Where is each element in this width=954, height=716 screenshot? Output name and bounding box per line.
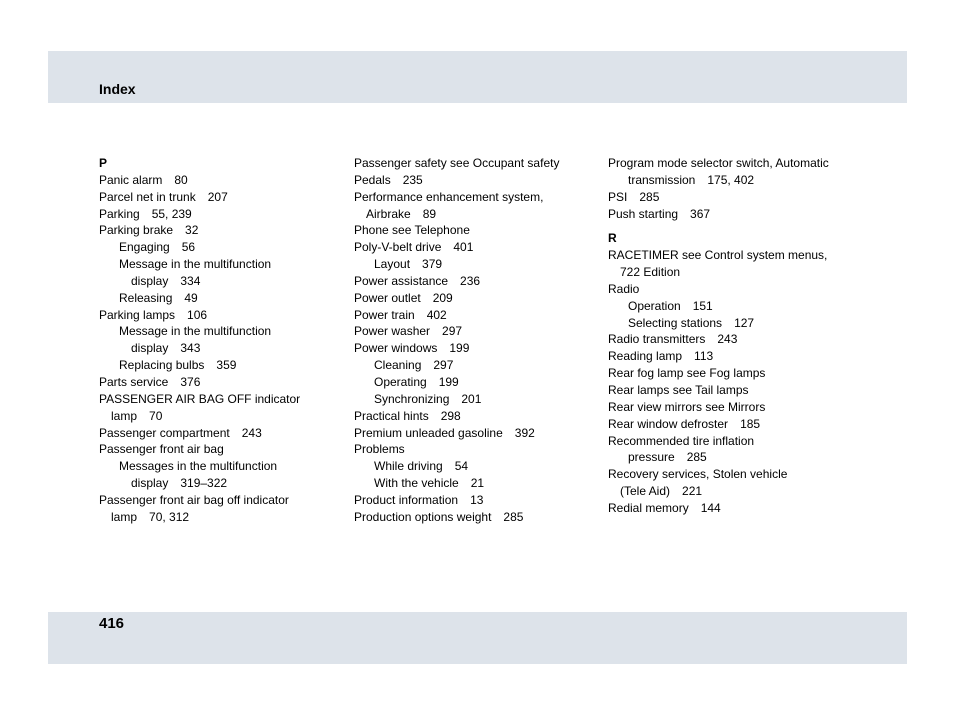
index-entry xyxy=(608,206,853,223)
index-entry xyxy=(99,256,344,273)
page-reference: 144 xyxy=(700,500,721,515)
index-entry xyxy=(354,475,599,492)
entry-term: display xyxy=(131,341,169,356)
page-reference: 89 xyxy=(422,206,437,221)
index-entry xyxy=(354,172,599,189)
entry-term: Cleaning xyxy=(374,358,422,373)
index-entry xyxy=(99,391,344,408)
index-entry xyxy=(608,348,853,365)
page-reference: 199 xyxy=(438,374,459,389)
entry-term: Rear view mirrors see Mirrors xyxy=(608,399,766,414)
index-entry xyxy=(354,458,599,475)
index-column-2 xyxy=(354,155,599,526)
entry-term: Rear window defroster xyxy=(608,416,729,431)
page-reference: 401 xyxy=(453,240,474,255)
page-reference: 243 xyxy=(241,425,262,440)
index-entry xyxy=(608,189,853,206)
index-entry xyxy=(99,425,344,442)
index-entry xyxy=(354,189,599,206)
index-entry xyxy=(99,323,344,340)
index-entry xyxy=(354,425,599,442)
index-column-3 xyxy=(608,155,853,517)
entry-term: 722 Edition xyxy=(620,265,681,280)
entry-term: Passenger front air bag off indicator xyxy=(99,492,289,507)
page-reference: 54 xyxy=(454,459,469,474)
index-entry xyxy=(354,206,599,223)
index-entry xyxy=(99,509,344,526)
entry-term: Passenger front air bag xyxy=(99,442,224,457)
index-entry xyxy=(99,408,344,425)
entry-term: Premium unleaded gasoline xyxy=(354,425,503,440)
index-entry xyxy=(99,222,344,239)
page-reference: 235 xyxy=(402,172,423,187)
entry-term: Phone see Telephone xyxy=(354,223,470,238)
entry-term: display xyxy=(131,273,169,288)
page-reference: 392 xyxy=(514,425,535,440)
index-entry xyxy=(608,315,853,332)
entry-term: Program mode selector switch, Automatic xyxy=(608,156,829,170)
index-entry xyxy=(354,155,599,172)
entry-term: Poly-V-belt drive xyxy=(354,240,442,255)
page-reference: 49 xyxy=(184,290,198,305)
index-entry xyxy=(354,509,599,526)
entry-term: Parking lamps xyxy=(99,307,176,322)
index-entry xyxy=(99,239,344,256)
entry-term: Airbrake xyxy=(366,206,411,221)
section-letter xyxy=(608,230,853,247)
index-entry xyxy=(354,391,599,408)
entry-term: Reading lamp xyxy=(608,349,683,364)
entry-term: Replacing bulbs xyxy=(119,358,205,373)
index-entry xyxy=(354,239,599,256)
page-reference: 402 xyxy=(426,307,447,322)
entry-term: Panic alarm xyxy=(99,172,163,187)
page-reference: 297 xyxy=(442,324,463,339)
page-reference: 56 xyxy=(181,240,196,255)
page-reference: 297 xyxy=(433,358,454,373)
page-reference: 106 xyxy=(187,307,208,322)
entry-term: Passenger compartment xyxy=(99,425,230,440)
entry-term: Radio transmitters xyxy=(608,332,706,347)
index-entry xyxy=(608,155,853,172)
entry-term: Message in the multifunction xyxy=(119,324,272,339)
index-entry xyxy=(608,399,853,416)
index-entry xyxy=(354,374,599,391)
entry-term: display xyxy=(131,476,169,491)
page-reference: 236 xyxy=(460,273,481,288)
page-reference: 13 xyxy=(470,492,484,507)
page-reference: 199 xyxy=(449,341,470,356)
entry-term: PSI xyxy=(608,189,628,204)
entry-term: Practical hints xyxy=(354,408,429,423)
page-reference: 127 xyxy=(734,315,755,330)
entry-term: Power train xyxy=(354,307,415,322)
page-reference: 70 xyxy=(149,408,163,423)
page-reference: 334 xyxy=(180,273,201,288)
entry-term: Operating xyxy=(374,374,427,389)
index-entry xyxy=(99,475,344,492)
index-entry xyxy=(354,323,599,340)
entry-term: Radio xyxy=(608,281,640,296)
entry-term: pressure xyxy=(628,450,675,465)
index-entry xyxy=(99,172,344,189)
section-gap xyxy=(608,222,853,230)
index-entry xyxy=(99,206,344,223)
page-reference: 379 xyxy=(422,257,443,272)
page-reference: 207 xyxy=(207,189,228,204)
entry-term: Power windows xyxy=(354,341,438,356)
entry-term: Pedals xyxy=(354,172,391,187)
entry-term: While driving xyxy=(374,459,443,474)
entry-term: Parcel net in trunk xyxy=(99,189,196,204)
index-entry xyxy=(608,433,853,450)
index-entry xyxy=(608,382,853,399)
entry-term: Rear lamps see Tail lamps xyxy=(608,382,749,397)
entry-term: Engaging xyxy=(119,240,170,255)
entry-term: Power outlet xyxy=(354,290,421,305)
section-letter xyxy=(99,155,344,172)
entry-term: Rear fog lamp see Fog lamps xyxy=(608,366,766,381)
index-entry xyxy=(99,441,344,458)
index-entry xyxy=(608,449,853,466)
page-reference: 285 xyxy=(686,450,707,465)
index-entry xyxy=(99,374,344,391)
index-entry xyxy=(354,441,599,458)
page-reference: 319–322 xyxy=(180,476,228,491)
entry-term: Messages in the multifunction xyxy=(119,459,278,474)
entry-term: Synchronizing xyxy=(374,391,450,406)
page-reference: 367 xyxy=(690,206,711,221)
entry-term: (Tele Aid) xyxy=(620,484,671,499)
index-entry xyxy=(608,264,853,281)
page-reference: 359 xyxy=(216,358,237,373)
entry-term: Parking brake xyxy=(99,223,174,238)
footer-band xyxy=(48,612,907,664)
entry-term: Push starting xyxy=(608,206,679,221)
index-entry xyxy=(608,365,853,382)
index-entry xyxy=(354,256,599,273)
entry-term: PASSENGER AIR BAG OFF indicator xyxy=(99,391,301,406)
index-entry xyxy=(608,172,853,189)
entry-term: Recovery services, Stolen vehicle xyxy=(608,467,788,482)
page-reference: 221 xyxy=(682,484,703,499)
entry-term: Performance enhancement system, xyxy=(354,189,544,204)
entry-term: Recommended tire inflation xyxy=(608,433,755,448)
entry-term: lamp xyxy=(111,408,138,423)
index-entry xyxy=(354,222,599,239)
page-title: Index xyxy=(99,81,136,97)
index-entry xyxy=(354,357,599,374)
page-reference: 285 xyxy=(503,509,524,524)
page-reference: 113 xyxy=(694,349,714,364)
index-entry xyxy=(99,458,344,475)
index-entry xyxy=(99,357,344,374)
index-entry xyxy=(99,307,344,324)
entry-term: Operation xyxy=(628,298,681,313)
entry-term: Product information xyxy=(354,492,459,507)
index-entry xyxy=(608,466,853,483)
entry-term: Production options weight xyxy=(354,509,492,524)
entry-term: Problems xyxy=(354,442,405,457)
entry-term: P xyxy=(99,156,108,170)
entry-term: Layout xyxy=(374,257,411,272)
page-reference: 70, 312 xyxy=(149,509,190,524)
index-entry xyxy=(99,492,344,509)
entry-term: Parking xyxy=(99,206,140,221)
index-entry xyxy=(354,340,599,357)
entry-term: Redial memory xyxy=(608,500,689,515)
entry-term: transmission xyxy=(628,172,696,187)
index-entry xyxy=(608,247,853,264)
index-entry xyxy=(608,298,853,315)
entry-term: Power assistance xyxy=(354,273,449,288)
page-reference: 285 xyxy=(639,189,660,204)
entry-term: Releasing xyxy=(119,290,173,305)
header-band xyxy=(48,51,907,103)
page-reference: 21 xyxy=(470,476,485,491)
page-reference: 209 xyxy=(432,290,453,305)
index-entry xyxy=(354,408,599,425)
index-entry xyxy=(99,290,344,307)
page-reference: 243 xyxy=(717,332,738,347)
page-reference: 80 xyxy=(174,172,188,187)
index-entry xyxy=(99,340,344,357)
index-entry xyxy=(608,483,853,500)
index-entry xyxy=(608,500,853,517)
entry-term: RACETIMER see Control system menus, xyxy=(608,248,828,263)
index-entry xyxy=(354,492,599,509)
page-reference: 32 xyxy=(185,223,199,238)
entry-term: Power washer xyxy=(354,324,431,339)
index-entry xyxy=(608,331,853,348)
index-entry xyxy=(99,273,344,290)
page-reference: 151 xyxy=(692,298,713,313)
entry-term: Message in the multifunction xyxy=(119,257,272,272)
index-entry xyxy=(354,307,599,324)
entry-term: lamp xyxy=(111,509,138,524)
page-reference: 55, 239 xyxy=(151,206,192,221)
index-column-1 xyxy=(99,155,344,526)
entry-term: With the vehicle xyxy=(374,476,459,491)
entry-term: Selecting stations xyxy=(628,315,723,330)
page-reference: 201 xyxy=(461,391,482,406)
index-entry xyxy=(99,189,344,206)
index-entry xyxy=(608,416,853,433)
entry-term: Passenger safety see Occupant safety xyxy=(354,156,560,170)
page-reference: 376 xyxy=(180,374,201,389)
page-number: 416 xyxy=(99,615,125,632)
entry-term: Parts service xyxy=(99,374,169,389)
index-entry xyxy=(354,290,599,307)
page-reference: 185 xyxy=(740,416,761,431)
entry-term: R xyxy=(608,231,617,246)
index-entry xyxy=(354,273,599,290)
page-reference: 175, 402 xyxy=(707,172,755,187)
page-reference: 298 xyxy=(440,408,461,423)
page-reference: 343 xyxy=(180,341,201,356)
index-entry xyxy=(608,281,853,298)
